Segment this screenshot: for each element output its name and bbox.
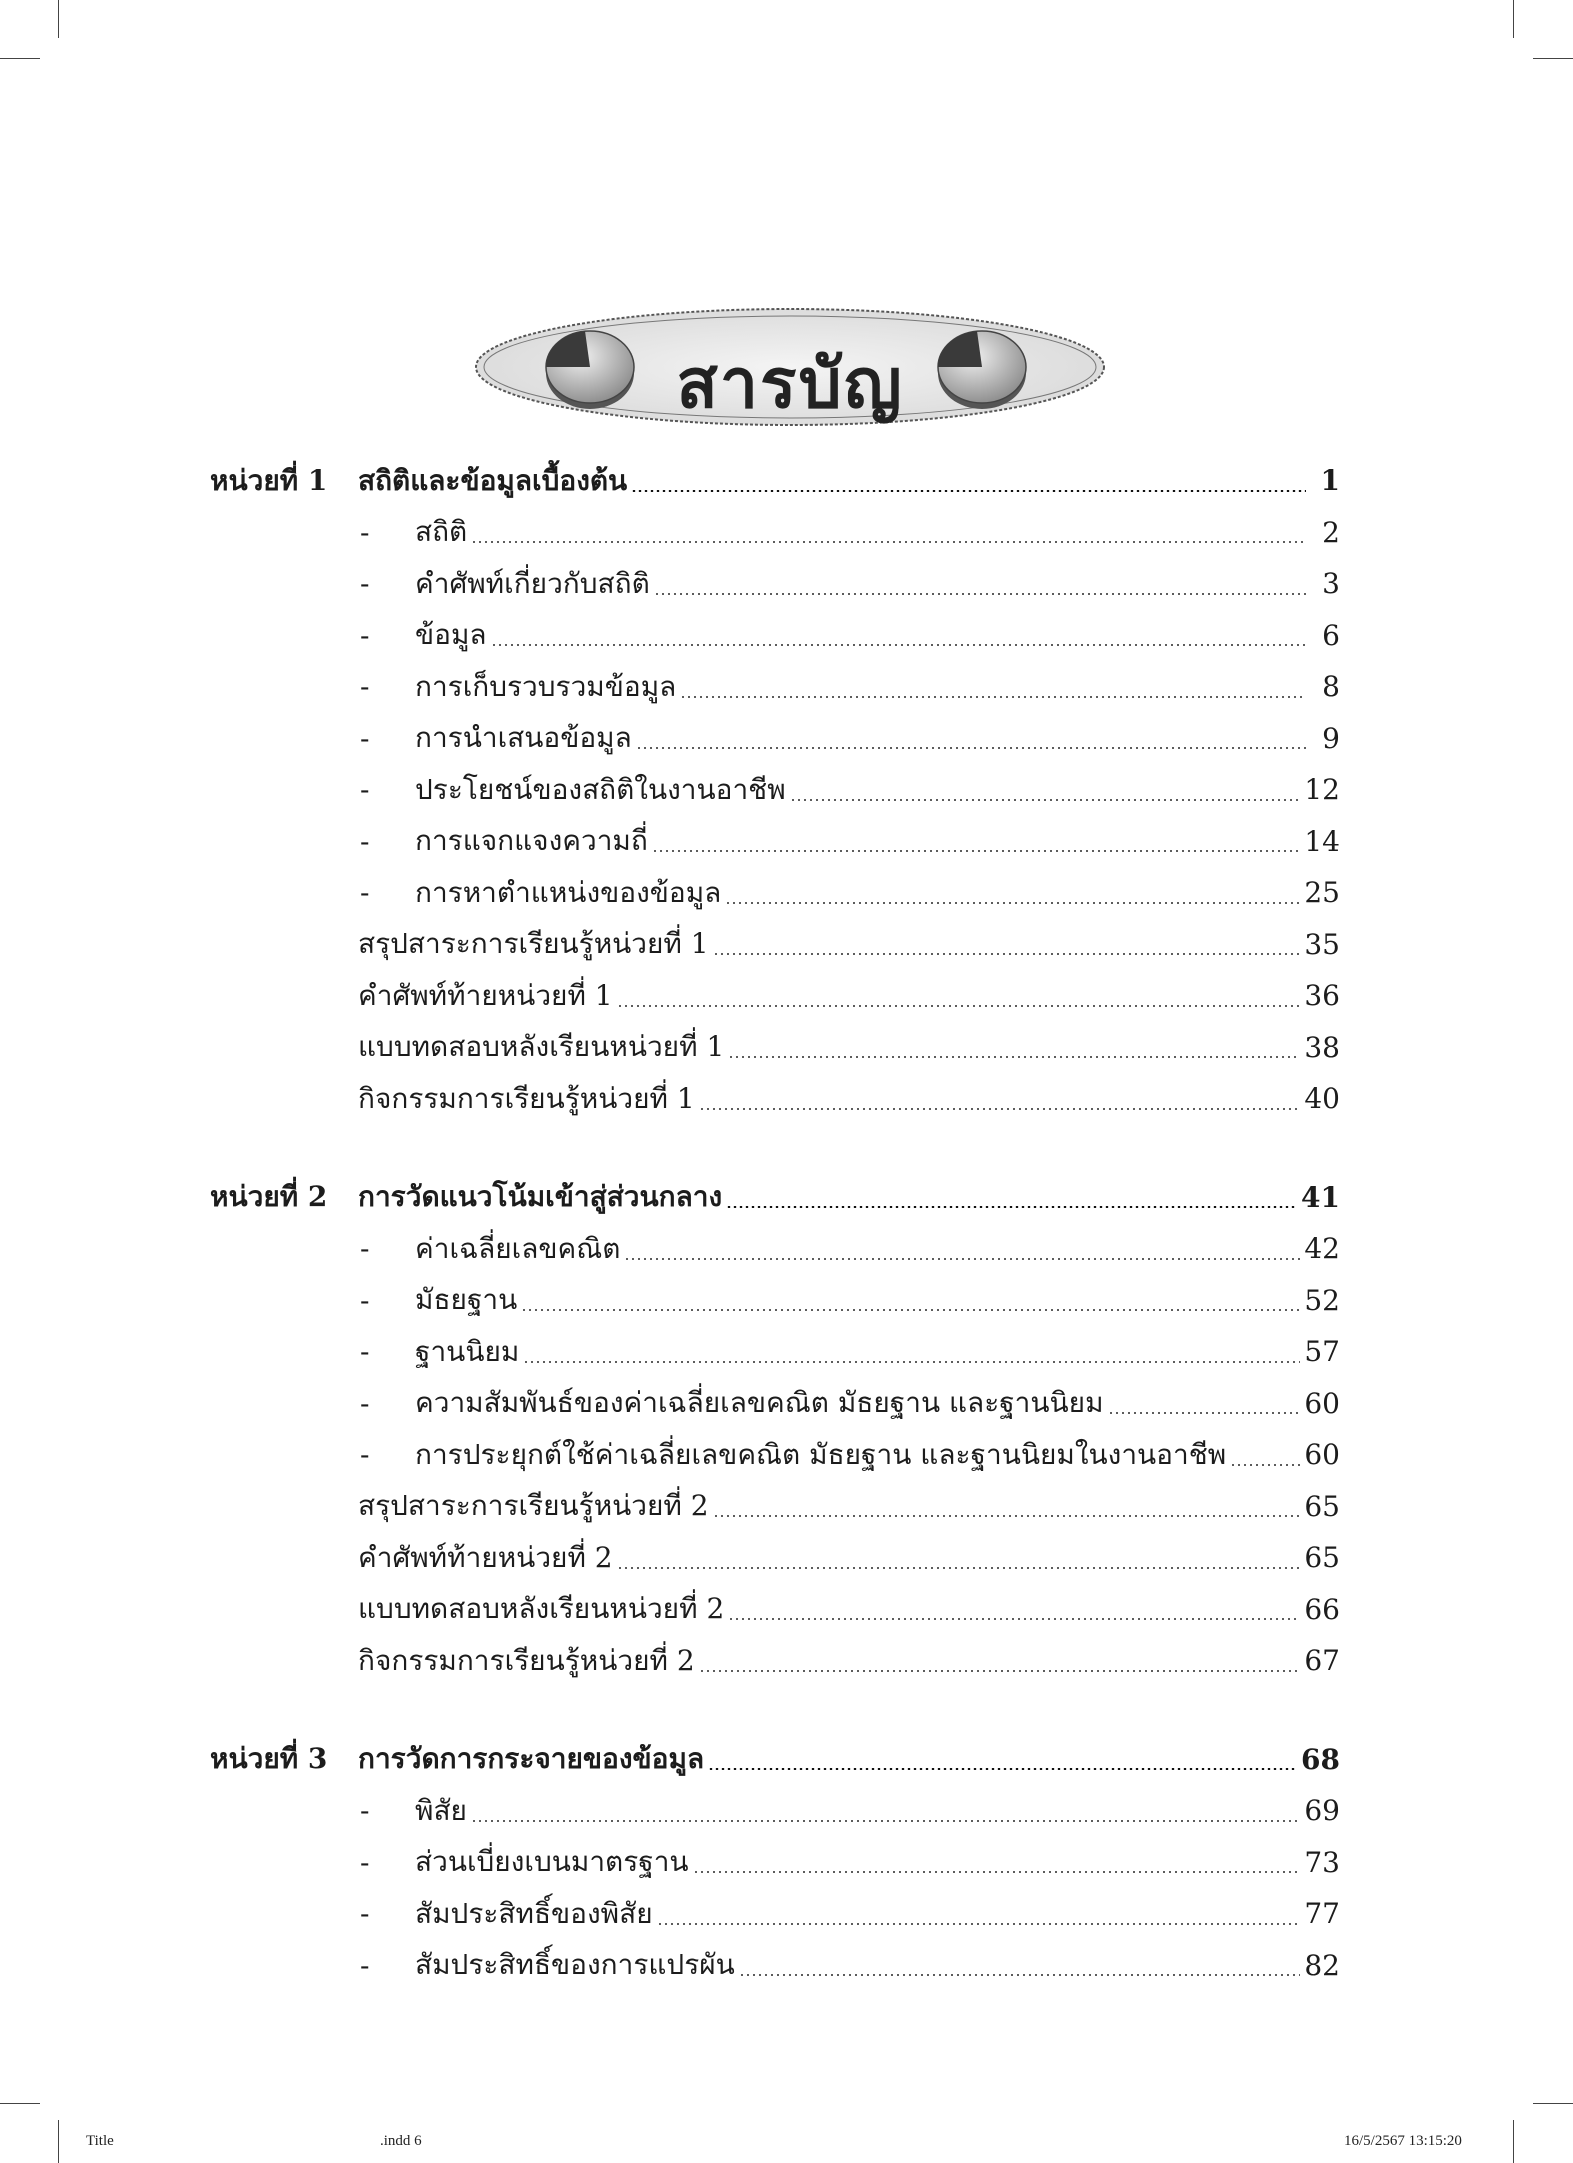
toc-unit-heading[interactable] bbox=[210, 1172, 1340, 1224]
page-number: 35 bbox=[1304, 927, 1340, 961]
page-number: 1 bbox=[1320, 464, 1340, 498]
entry-text: การเก็บรวบรวมข้อมูล bbox=[415, 669, 677, 703]
page-number: 60 bbox=[1304, 1386, 1340, 1420]
entry-text: สัมประสิทธิ์ของการแปรผัน bbox=[415, 1948, 735, 1982]
dot-leader bbox=[728, 1618, 1300, 1620]
entry-content bbox=[358, 1584, 1340, 1636]
entry-text: สรุปสาระการเรียนรู้หน่วยที่ 2 bbox=[358, 1489, 709, 1523]
entry-text: สถิติ bbox=[415, 515, 468, 549]
toc-entry[interactable] bbox=[210, 1223, 1340, 1275]
dot-leader bbox=[708, 1768, 1297, 1770]
entry-content bbox=[358, 1022, 1340, 1074]
entry-text: มัธยฐาน bbox=[415, 1283, 518, 1317]
page-number: 82 bbox=[1304, 1948, 1340, 1982]
entry-text: ฐานนิยม bbox=[415, 1334, 520, 1368]
entry-text: แบบทดสอบหลังเรียนหน่วยที่ 2 bbox=[358, 1592, 725, 1626]
dot-leader bbox=[654, 593, 1306, 595]
page-number: 40 bbox=[1304, 1082, 1340, 1116]
entry-content bbox=[358, 970, 1340, 1022]
toc-entry[interactable] bbox=[210, 1022, 1340, 1074]
entry-text: การนำเสนอข้อมูล bbox=[415, 721, 632, 755]
entry-text: คำศัพท์เกี่ยวกับสถิติ bbox=[415, 566, 650, 600]
footer-left: Title bbox=[86, 2133, 114, 2149]
entry-content bbox=[358, 558, 1340, 610]
page-number: 8 bbox=[1322, 670, 1340, 704]
bullet-dash: - bbox=[360, 670, 370, 704]
bullet-dash: - bbox=[360, 567, 370, 601]
dot-leader bbox=[699, 1670, 1301, 1672]
heading-content bbox=[358, 1734, 1340, 1786]
entry-content bbox=[358, 1073, 1340, 1125]
entry-text: สัมประสิทธิ์ของพิสัย bbox=[415, 1896, 653, 1930]
toc-entry[interactable] bbox=[210, 1635, 1340, 1687]
heading-content bbox=[358, 1172, 1340, 1224]
entry-content bbox=[358, 919, 1340, 971]
dot-leader bbox=[471, 541, 1306, 543]
crop-mark-bottom-left-h bbox=[0, 2103, 40, 2104]
entry-content bbox=[358, 610, 1340, 662]
toc-entry[interactable] bbox=[210, 713, 1340, 765]
entry-text: คำศัพท์ท้ายหน่วยที่ 1 bbox=[358, 978, 613, 1012]
page-number: 41 bbox=[1301, 1180, 1340, 1214]
bullet-dash: - bbox=[360, 1386, 370, 1420]
crop-mark-top-right bbox=[1513, 0, 1514, 38]
page-number: 77 bbox=[1304, 1897, 1340, 1931]
toc-entry[interactable] bbox=[210, 919, 1340, 971]
entry-text: สรุปสาระการเรียนรู้หน่วยที่ 1 bbox=[358, 927, 709, 961]
toc-unit-heading[interactable] bbox=[210, 455, 1340, 507]
page-number: 3 bbox=[1322, 567, 1340, 601]
page-number: 9 bbox=[1322, 721, 1340, 755]
page-number: 73 bbox=[1304, 1845, 1340, 1879]
entry-text: กิจกรรมการเรียนรู้หน่วยที่ 1 bbox=[358, 1081, 695, 1115]
entry-text: ข้อมูล bbox=[415, 618, 487, 652]
toc-unit bbox=[210, 1172, 1340, 1687]
page-number: 42 bbox=[1304, 1232, 1340, 1266]
dot-leader bbox=[617, 1005, 1301, 1007]
heading-content bbox=[358, 455, 1340, 507]
toc-unit-heading[interactable] bbox=[210, 1734, 1340, 1786]
toc-entry[interactable] bbox=[210, 1326, 1340, 1378]
bullet-dash: - bbox=[360, 721, 370, 755]
toc-entry[interactable] bbox=[210, 816, 1340, 868]
toc-entry[interactable] bbox=[210, 867, 1340, 919]
entry-content bbox=[358, 1481, 1340, 1533]
page-number: 2 bbox=[1322, 515, 1340, 549]
bullet-dash: - bbox=[360, 1897, 370, 1931]
toc-entry[interactable] bbox=[210, 1888, 1340, 1940]
entry-content bbox=[358, 1940, 1340, 1992]
toc-entry[interactable] bbox=[210, 1940, 1340, 1992]
bullet-dash: - bbox=[360, 1335, 370, 1369]
page-number: 69 bbox=[1304, 1794, 1340, 1828]
heading-text: การวัดการกระจายของข้อมูล bbox=[358, 1742, 705, 1776]
toc-entry[interactable] bbox=[210, 1584, 1340, 1636]
unit-label: หน่วยที่ 2 bbox=[210, 1180, 328, 1214]
entry-text: ค่าเฉลี่ยเลขคณิต bbox=[415, 1231, 621, 1265]
dot-leader bbox=[652, 850, 1301, 852]
dot-leader bbox=[1230, 1464, 1300, 1466]
entry-text: ประโยชน์ของสถิติในงานอาชีพ bbox=[415, 772, 786, 806]
dot-leader bbox=[713, 1515, 1301, 1517]
toc-entry[interactable] bbox=[210, 1481, 1340, 1533]
entry-content bbox=[358, 1837, 1340, 1889]
bullet-dash: - bbox=[360, 1794, 370, 1828]
title-badge bbox=[470, 305, 1110, 430]
entry-text: การแจกแจงความถี่ bbox=[415, 824, 648, 858]
entry-content bbox=[358, 661, 1340, 713]
dot-leader bbox=[699, 1108, 1301, 1110]
page-number: 12 bbox=[1304, 773, 1340, 807]
entry-content bbox=[358, 1635, 1340, 1687]
bullet-dash: - bbox=[360, 1438, 370, 1472]
dot-leader bbox=[726, 1206, 1297, 1208]
bullet-dash: - bbox=[360, 1232, 370, 1266]
page-number: 14 bbox=[1304, 824, 1340, 858]
entry-text: การหาตำแหน่งของข้อมูล bbox=[415, 875, 722, 909]
dot-leader bbox=[680, 696, 1306, 698]
toc-entry[interactable] bbox=[210, 1837, 1340, 1889]
entry-text: คำศัพท์ท้ายหน่วยที่ 2 bbox=[358, 1540, 613, 1574]
footer-middle: .indd 6 bbox=[380, 2133, 422, 2149]
page-number: 38 bbox=[1304, 1030, 1340, 1064]
toc-entry[interactable] bbox=[210, 1275, 1340, 1327]
unit-label: หน่วยที่ 1 bbox=[210, 463, 328, 497]
page-number: 36 bbox=[1304, 979, 1340, 1013]
entry-content bbox=[358, 1378, 1340, 1430]
crop-mark-top-left bbox=[58, 0, 59, 38]
entry-content bbox=[358, 764, 1340, 816]
toc-entry[interactable] bbox=[210, 1532, 1340, 1584]
page-number: 66 bbox=[1304, 1592, 1340, 1626]
page-number: 65 bbox=[1304, 1489, 1340, 1523]
toc-entry[interactable] bbox=[210, 1785, 1340, 1837]
crop-mark-bottom-right-h bbox=[1533, 2103, 1573, 2104]
heading-text: การวัดแนวโน้มเข้าสู่ส่วนกลาง bbox=[358, 1180, 723, 1214]
bullet-dash: - bbox=[360, 773, 370, 807]
entry-content bbox=[358, 1532, 1340, 1584]
dot-leader bbox=[657, 1923, 1301, 1925]
heading-text: สถิติและข้อมูลเบื้องต้น bbox=[358, 463, 628, 497]
dot-leader bbox=[1108, 1412, 1301, 1414]
bullet-dash: - bbox=[360, 1948, 370, 1982]
toc-entry[interactable] bbox=[210, 1378, 1340, 1430]
entry-content bbox=[358, 1223, 1340, 1275]
dot-leader bbox=[713, 953, 1301, 955]
toc-unit bbox=[210, 1734, 1340, 1992]
page-number: 68 bbox=[1301, 1742, 1340, 1776]
crop-mark-bottom-left bbox=[58, 2120, 59, 2163]
bullet-dash: - bbox=[360, 515, 370, 549]
page-number: 57 bbox=[1304, 1335, 1340, 1369]
dot-leader bbox=[636, 747, 1306, 749]
toc-entry[interactable] bbox=[210, 507, 1340, 559]
entry-text: พิสัย bbox=[415, 1793, 467, 1827]
toc-entry[interactable] bbox=[210, 610, 1340, 662]
bullet-dash: - bbox=[360, 876, 370, 910]
crop-mark-top-right-h bbox=[1533, 58, 1573, 59]
crop-mark-bottom-right bbox=[1513, 2120, 1514, 2163]
entry-text: แบบทดสอบหลังเรียนหน่วยที่ 1 bbox=[358, 1030, 725, 1064]
entry-text: ส่วนเบี่ยงเบนมาตรฐาน bbox=[415, 1845, 689, 1879]
dot-leader bbox=[624, 1258, 1300, 1260]
page-number: 65 bbox=[1304, 1541, 1340, 1575]
entry-content bbox=[358, 507, 1340, 559]
toc-unit bbox=[210, 455, 1340, 1125]
crop-mark-top-left-h bbox=[0, 58, 40, 59]
entry-content bbox=[358, 1326, 1340, 1378]
footer-right: 16/5/2567 13:15:20 bbox=[1344, 2133, 1462, 2149]
bullet-dash: - bbox=[360, 1845, 370, 1879]
toc-entry[interactable] bbox=[210, 1073, 1340, 1125]
entry-content bbox=[358, 867, 1340, 919]
toc-entry[interactable] bbox=[210, 1429, 1340, 1481]
dot-leader bbox=[617, 1567, 1301, 1569]
toc-entry[interactable] bbox=[210, 764, 1340, 816]
unit-label: หน่วยที่ 3 bbox=[210, 1742, 328, 1776]
page-number: 25 bbox=[1304, 876, 1340, 910]
toc-entry[interactable] bbox=[210, 661, 1340, 713]
toc-entry[interactable] bbox=[210, 970, 1340, 1022]
entry-content bbox=[358, 1785, 1340, 1837]
dot-leader bbox=[523, 1361, 1300, 1363]
entry-content bbox=[358, 713, 1340, 765]
page-number: 60 bbox=[1304, 1438, 1340, 1472]
page-number: 52 bbox=[1304, 1283, 1340, 1317]
page-number: 67 bbox=[1304, 1644, 1340, 1678]
bullet-dash: - bbox=[360, 1283, 370, 1317]
dot-leader bbox=[471, 1820, 1300, 1822]
bullet-dash: - bbox=[360, 618, 370, 652]
entry-content bbox=[358, 1429, 1340, 1481]
bullet-dash: - bbox=[360, 824, 370, 858]
toc-entry[interactable] bbox=[210, 558, 1340, 610]
entry-content bbox=[358, 1888, 1340, 1940]
entry-content bbox=[358, 1275, 1340, 1327]
dot-leader bbox=[521, 1309, 1300, 1311]
table-of-contents bbox=[210, 455, 1340, 2038]
entry-text: ความสัมพันธ์ของค่าเฉลี่ยเลขคณิต มัธยฐาน และฐานนิยม bbox=[415, 1386, 1104, 1420]
dot-leader bbox=[725, 902, 1300, 904]
dot-leader bbox=[693, 1871, 1301, 1873]
dot-leader bbox=[728, 1056, 1300, 1058]
dot-leader bbox=[739, 1974, 1301, 1976]
page-number: 6 bbox=[1322, 618, 1340, 652]
entry-text: กิจกรรมการเรียนรู้หน่วยที่ 2 bbox=[358, 1643, 695, 1677]
dot-leader bbox=[491, 644, 1306, 646]
dot-leader bbox=[790, 799, 1301, 801]
page-title: สารบัญ bbox=[676, 344, 904, 424]
dot-leader bbox=[631, 490, 1306, 492]
entry-content bbox=[358, 816, 1340, 868]
entry-text: การประยุกต์ใช้ค่าเฉลี่ยเลขคณิต มัธยฐาน และฐานนิยมในงานอาชีพ bbox=[415, 1437, 1227, 1471]
